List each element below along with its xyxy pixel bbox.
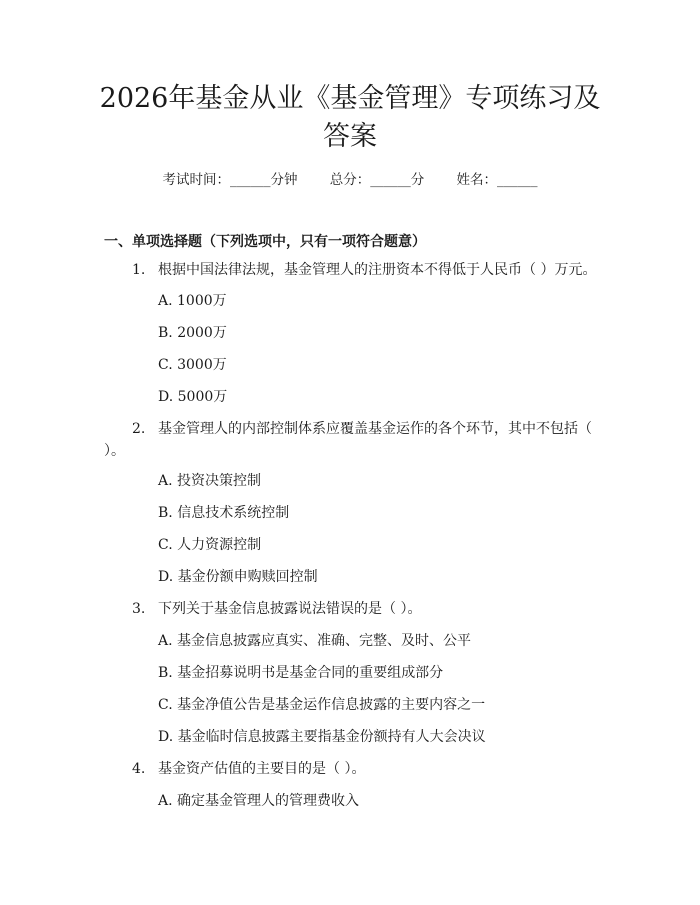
question-text: 基金管理人的内部控制体系应覆盖基金运作的各个环节，其中不包括（ ）。 [104, 421, 592, 459]
question-number: 3. [132, 601, 146, 617]
question-text: 下列关于基金信息披露说法错误的是（ ）。 [158, 601, 422, 617]
exam-info [0, 168, 700, 188]
question-text: 根据中国法律法规，基金管理人的注册资本不得低于人民币（ ）万元。 [158, 262, 597, 278]
question-number: 1. [132, 262, 146, 278]
question-1 [104, 259, 600, 281]
question-2 [104, 418, 600, 462]
option-3c: C. 基金净值公告是基金运作信息披露的主要内容之一 [158, 697, 486, 713]
option-2a: A. 投资决策控制 [158, 473, 262, 489]
question-text: 基金资产估值的主要目的是（ ）。 [158, 761, 366, 777]
question-number: 4. [132, 761, 146, 777]
option-1a: A. 1000万 [158, 293, 227, 309]
question-3 [104, 598, 600, 620]
exam-time: 考试时间：______分钟 [162, 172, 298, 188]
total-score: 总分：______分 [329, 172, 425, 188]
option-3a: A. 基金信息披露应真实、准确、完整、及时、公平 [158, 633, 472, 649]
option-3b: B. 基金招募说明书是基金合同的重要组成部分 [158, 665, 444, 681]
option-1d: D. 5000万 [158, 389, 228, 405]
candidate-name: 姓名：______ [456, 172, 538, 188]
option-4a: A. 确定基金管理人的管理费收入 [158, 793, 360, 809]
document-title: 2026年基金从业《基金管理》专项练习及答案 [99, 83, 601, 152]
option-2c: C. 人力资源控制 [158, 537, 262, 553]
option-2d: D. 基金份额申购赎回控制 [158, 569, 318, 585]
option-3d: D. 基金临时信息披露主要指基金份额持有人大会决议 [158, 729, 486, 745]
option-1b: B. 2000万 [158, 325, 227, 341]
option-2b: B. 信息技术系统控制 [158, 505, 290, 521]
question-number: 2. [132, 421, 146, 437]
section-heading: 一、单项选择题（下列选项中，只有一项符合题意） [104, 234, 426, 250]
option-1c: C. 3000万 [158, 357, 227, 373]
question-4 [104, 758, 600, 780]
